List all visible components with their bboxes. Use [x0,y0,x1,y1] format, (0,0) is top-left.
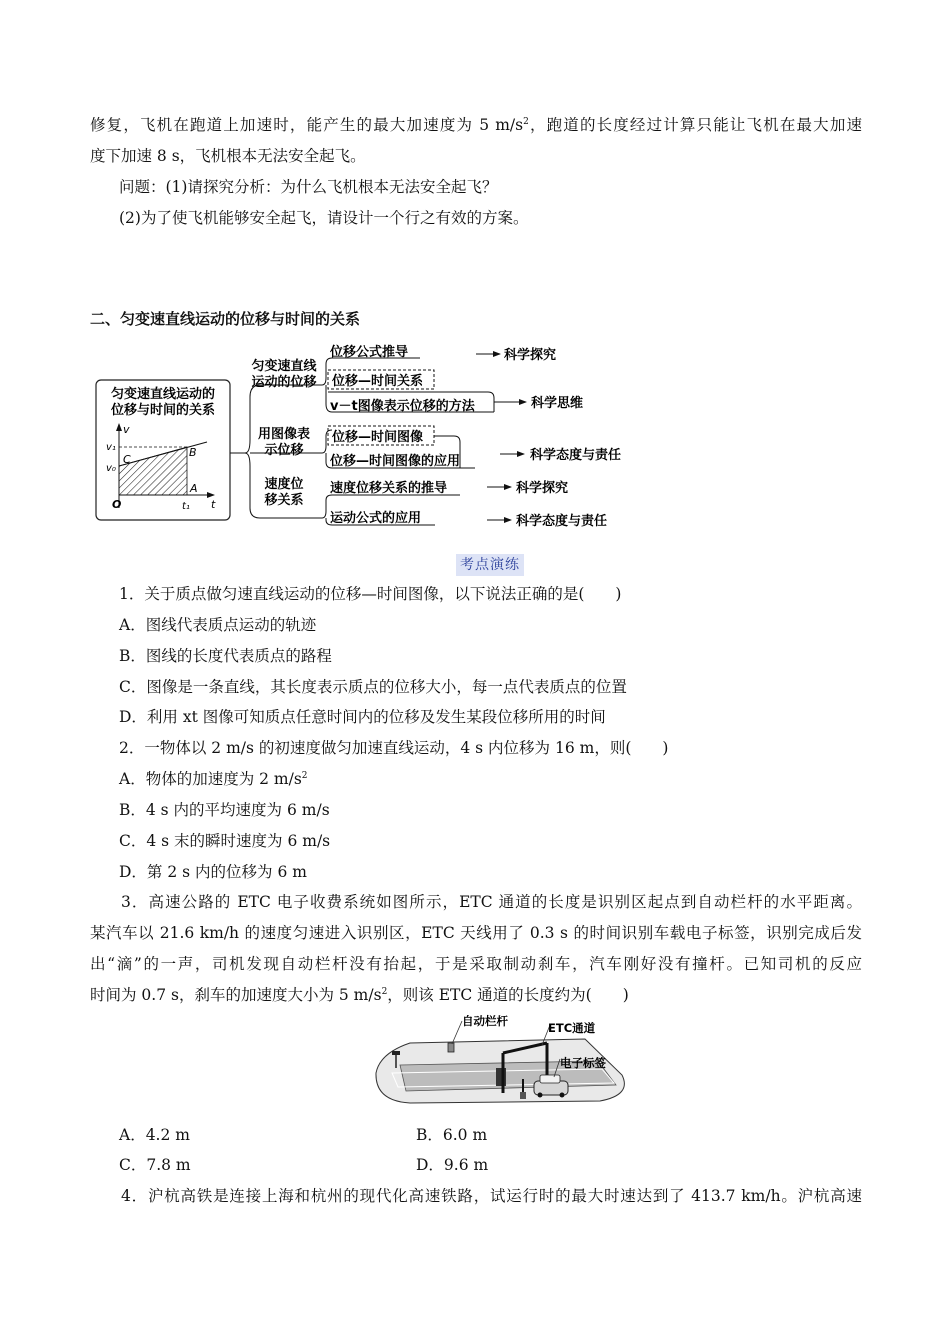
main-topic-title-2: 位移与时间的关系 [110,403,216,418]
branch-2-label-2: 示位移 [264,443,304,458]
q1-option-d: D．利用 xt 图像可知质点任意时间内的位移及发生某段位移所用的时间 [119,708,606,726]
branch-3-label-2: 移关系 [264,493,304,508]
q2-stem: 2．一物体以 2 m/s 的初速度做匀加速直线运动，4 s 内位移为 16 m，则( ) [119,739,669,757]
intro-line-2: 度下加速 8 s，飞机根本无法安全起飞。 [90,147,366,165]
section-title: 二、匀变速直线运动的位移与时间的关系 [90,310,361,328]
outcome-4: 科学探究 [516,481,569,496]
label-electronic-tag: 电子标签 [560,1056,606,1070]
origin-label: O [112,498,122,511]
q1-option-a: A．图线代表质点运动的轨迹 [119,616,317,634]
item-velocity-displacement-derivation: 速度位移关系的推导 [330,481,448,496]
q3-option-a: A．4.2 m [119,1126,190,1144]
q3-line-3: 出“滴”的一声，司机发现自动栏杆没有抬起，于是采取制动刹车，汽车刚好没有撞杆。已知司机的反应 [90,955,862,973]
item-xt-relation: 位移—时间关系 [332,374,424,389]
q2-option-d: D．第 2 s 内的位移为 6 m [119,863,307,881]
intro-line-1: 修复，飞机在跑道上加速时，能产生的最大加速度为 5 $m/s^2$，跑道的长度经过计算只能让飞机在最大加速 [90,116,862,134]
t1-label: t₁ [182,501,190,512]
q3-option-b: B．6.0 m [416,1126,488,1144]
question-1-prompt: 问题：(1)请探究分析：为什么飞机根本无法安全起飞？ [119,178,498,196]
item-xt-graph: 位移—时间图像 [332,430,424,445]
q1-option-c: C．图像是一条直线，其长度表示质点的位移大小，每一点代表质点的位置 [119,678,627,696]
outcome-2: 科学思维 [531,396,584,411]
outcome-1: 科学探究 [504,348,557,363]
question-2-prompt: (2)为了使飞机能够安全起飞，请设计一个行之有效的方案。 [119,209,529,227]
item-formula-application: 运动公式的应用 [330,511,422,526]
practice-section-label: 考点演练 [456,554,524,576]
item-xt-graph-application: 位移—时间图像的应用 [330,454,461,469]
axis-v-label: v [123,423,130,436]
branch-2-label-1: 用图像表 [257,427,311,442]
concept-map-diagram [90,340,650,535]
point-c-label: C [123,453,131,466]
item-vt-method: v－t图像表示位移的方法 [330,399,475,414]
label-etc-lane: ETC通道 [548,1021,596,1035]
branch-3-label-1: 速度位 [264,477,304,492]
label-auto-barrier: 自动栏杆 [462,1014,508,1028]
branch-1-label-1: 匀变速直线 [251,359,317,374]
q3-option-d: D．9.6 m [416,1156,489,1174]
axis-t-label: t [211,498,216,511]
point-a-label: A [190,482,198,495]
v1-label: v₁ [106,442,116,453]
etc-illustration [370,1013,632,1111]
v0-label: v₀ [106,463,116,474]
q3-line-4: 时间为 0.7 s，刹车的加速度大小为 5 $m/s^2$，则该 ETC 通道的长度约为( ) [90,986,629,1004]
q3-line-1: 3．高速公路的 ETC 电子收费系统如图所示，ETC 通道的长度是识别区起点到自动栏杆的水平距离。 [121,893,862,911]
outcome-5: 科学态度与责任 [516,514,608,529]
q1-stem: 1．关于质点做匀速直线运动的位移—时间图像，以下说法正确的是( ) [119,585,622,603]
outcome-3: 科学态度与责任 [530,448,622,463]
q1-option-b: B．图线的长度代表质点的路程 [119,647,332,665]
branch-1-label-2: 运动的位移 [251,375,317,390]
point-b-label: B [189,446,197,459]
q3-option-c: C．7.8 m [119,1156,191,1174]
q2-option-c: C．4 s 末的瞬时速度为 6 m/s [119,832,331,850]
q4-line-1: 4．沪杭高铁是连接上海和杭州的现代化高速铁路，试运行时的最大时速达到了 413.7 km/h。沪杭高速 [121,1187,862,1205]
q3-line-2: 某汽车以 21.6 km/h 的速度匀速进入识别区，ETC 天线用了 0.3 s 的时间识别车载电子标签，识别完成后发 [90,924,862,942]
q2-option-a: A．物体的加速度为 2 $m/s^2$ [119,770,308,788]
item-formula-derivation: 位移公式推导 [330,345,409,360]
q2-option-b: B．4 s 内的平均速度为 6 m/s [119,801,330,819]
main-topic-title-1: 匀变速直线运动的 [110,387,216,402]
